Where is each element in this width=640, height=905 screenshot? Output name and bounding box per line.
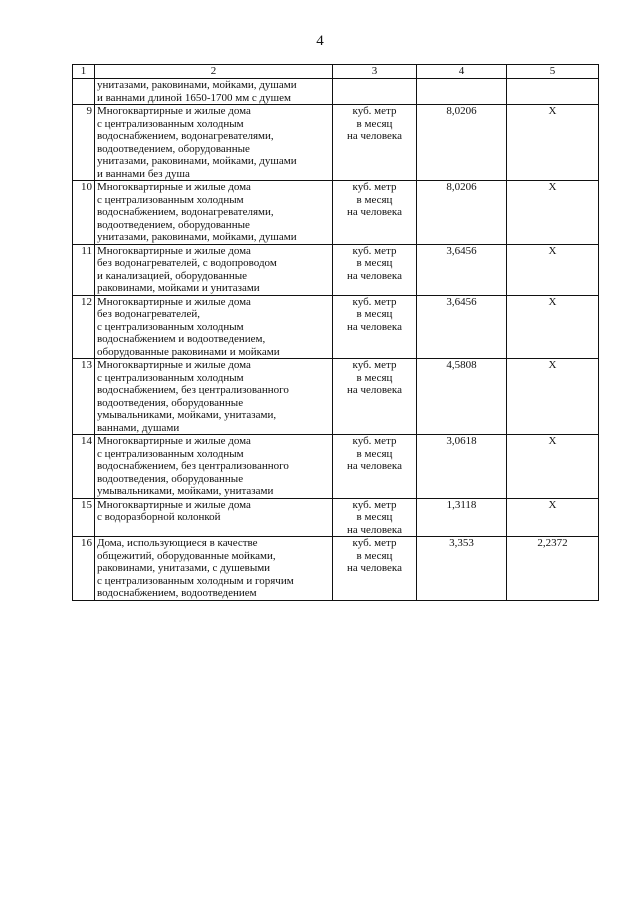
row-number-cell: 13 — [73, 359, 95, 435]
page-number: 4 — [316, 33, 324, 49]
row-number-cell: 11 — [73, 244, 95, 295]
table-row — [73, 359, 599, 435]
row-unit-cell — [333, 79, 417, 105]
row-value-cell: 3,353 — [417, 537, 507, 601]
row-number-cell: 12 — [73, 295, 95, 359]
row-value-cell: 3,6456 — [417, 244, 507, 295]
row-value5-cell: 2,2372 — [507, 537, 599, 601]
row-description-cell: Многоквартирные и жилые дома с водоразборной колонкой — [95, 498, 333, 537]
row-description-cell: Дома, использующиеся в качестве общежитий, оборудованные мойками, раковинами, унитазами, с душевыми с централизованным холодным и горячим водоснабжением, водоотведением — [95, 537, 333, 601]
row-value5-cell: Х — [507, 498, 599, 537]
table-row — [73, 537, 599, 601]
row-description-cell: Многоквартирные и жилые дома с централизованным холодным водоснабжением, водонагревателями, водоотведением, оборудованные унитазами, раковинами, мойками, душами — [95, 181, 333, 245]
row-value5-cell: Х — [507, 435, 599, 499]
table-row-continuation — [73, 79, 599, 105]
column-header: 4 — [417, 65, 507, 79]
row-value5-cell: Х — [507, 181, 599, 245]
row-value-cell: 8,0206 — [417, 181, 507, 245]
column-header: 1 — [73, 65, 95, 79]
column-header: 3 — [333, 65, 417, 79]
row-description-cell: Многоквартирные и жилые дома с централизованным холодным водоснабжением, без централизованного водоотведения, оборудованные умывальниками, мойками, унитазами, ваннами, душами — [95, 359, 333, 435]
row-number-cell: 9 — [73, 105, 95, 181]
table-row — [73, 295, 599, 359]
row-unit-cell: куб. метр в месяц на человека — [333, 435, 417, 499]
row-unit-cell: куб. метр в месяц на человека — [333, 537, 417, 601]
row-value-cell — [417, 79, 507, 105]
row-unit-cell: куб. метр в месяц на человека — [333, 181, 417, 245]
row-number-cell: 10 — [73, 181, 95, 245]
row-value-cell: 3,0618 — [417, 435, 507, 499]
row-value-cell: 8,0206 — [417, 105, 507, 181]
row-value5-cell: Х — [507, 244, 599, 295]
row-unit-cell: куб. метр в месяц на человека — [333, 244, 417, 295]
row-description-cell: унитазами, раковинами, мойками, душами и ваннами длиной 1650-1700 мм с душем — [95, 79, 333, 105]
row-value-cell: 4,5808 — [417, 359, 507, 435]
row-value5-cell: Х — [507, 359, 599, 435]
row-number-cell: 16 — [73, 537, 95, 601]
row-description-cell: Многоквартирные и жилые дома с централизованным холодным водоснабжением, водонагревателями, водоотведением, оборудованные унитазами, раковинами, мойками, душами и ваннами без душа — [95, 105, 333, 181]
row-description-cell: Многоквартирные и жилые дома с централизованным холодным водоснабжением, без централизованного водоотведения, оборудованные умывальниками, мойками, унитазами — [95, 435, 333, 499]
row-number-cell — [73, 79, 95, 105]
row-value5-cell: Х — [507, 295, 599, 359]
row-value5-cell — [507, 79, 599, 105]
consumption-norms-table — [72, 64, 599, 601]
table-row — [73, 181, 599, 245]
table-row — [73, 435, 599, 499]
row-value-cell: 1,3118 — [417, 498, 507, 537]
table-row — [73, 498, 599, 537]
row-description-cell: Многоквартирные и жилые дома без водонагревателей, с централизованным холодным водоснабжением и водоотведением, оборудованные раковинами и мойками — [95, 295, 333, 359]
row-value-cell: 3,6456 — [417, 295, 507, 359]
row-value5-cell: Х — [507, 105, 599, 181]
row-unit-cell: куб. метр в месяц на человека — [333, 359, 417, 435]
row-unit-cell: куб. метр в месяц на человека — [333, 295, 417, 359]
row-number-cell: 14 — [73, 435, 95, 499]
row-number-cell: 15 — [73, 498, 95, 537]
row-description-cell: Многоквартирные и жилые дома без водонагревателей, с водопроводом и канализацией, оборудованные раковинами, мойками и унитазами — [95, 244, 333, 295]
row-unit-cell: куб. метр в месяц на человека — [333, 498, 417, 537]
column-header: 2 — [95, 65, 333, 79]
table-row — [73, 105, 599, 181]
table-header-row — [73, 65, 599, 79]
table-row — [73, 244, 599, 295]
row-unit-cell: куб. метр в месяц на человека — [333, 105, 417, 181]
column-header: 5 — [507, 65, 599, 79]
